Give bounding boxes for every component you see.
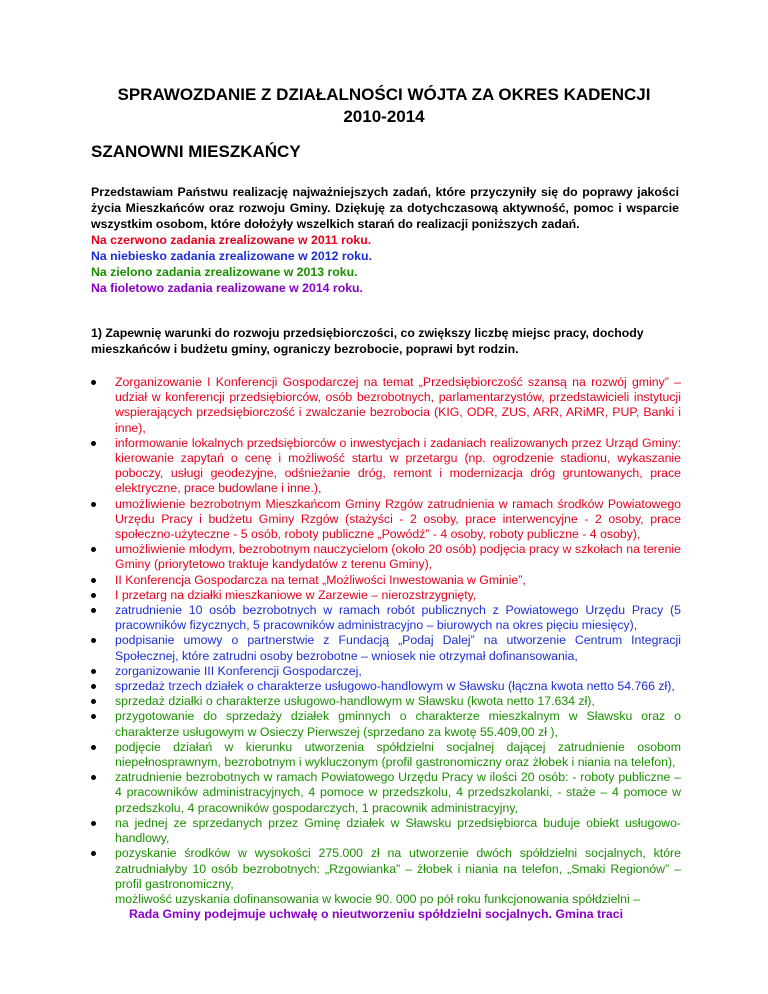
list-item — [91, 375, 681, 436]
list-item-text: II Konferencja Gospodarcza na temat „Możliwości Inwestowania w Gminie”, — [115, 572, 526, 587]
legend-2011: Na czerwono zadania zrealizowane w 2011 roku. — [91, 233, 372, 247]
list-item — [91, 588, 681, 603]
list-item — [91, 740, 681, 770]
bullet-icon — [91, 441, 96, 446]
list-item-text: zorganizowanie III Konferencji Gospodarczej, — [115, 663, 362, 678]
bullet-icon — [91, 380, 96, 385]
list-item-text: na jednej ze sprzedanych przez Gminę działek w Sławsku przedsiębiorca buduje obiekt usługowo-handlowy, — [115, 815, 681, 846]
list-item-text: sprzedaż działki o charakterze usługowo-handlowym w Sławsku (kwota netto 17.634 zł), — [115, 694, 595, 709]
list-item-text: informowanie lokalnych przedsiębiorców o inwestycjach i zadaniach realizowanych przez Urząd Gminy: kierowanie zapytań o cenę i możliwość startu w przetargu (np. ogrodzenie stadionu, wykaszanie poboczy, usługi geodezyjne, odśnieżanie dróg, remont i modernizacja dróg gruntowanych, prace elektryczne, prace budowlane i inne.), — [115, 435, 681, 496]
bullet-icon — [91, 593, 96, 598]
list-item — [91, 436, 681, 497]
greeting-heading: SZANOWNI MIESZKAŃCY — [91, 142, 301, 161]
list-item — [91, 679, 681, 694]
list-item — [91, 709, 681, 739]
tail-note-purple: Rada Gminy podejmuje uchwałę o nieutworzeniu spółdzielni socjalnych. Gmina traci — [129, 907, 624, 922]
bullet-icon — [91, 684, 96, 689]
bullet-icon — [91, 775, 96, 780]
legend-2012: Na niebiesko zadania zrealizowane w 2012 roku. — [91, 249, 372, 263]
bullet-icon — [91, 578, 96, 583]
bullet-icon — [91, 547, 96, 552]
bullet-icon — [91, 502, 96, 507]
list-item-text: Zorganizowanie I Konferencji Gospodarczej na temat „Przedsiębiorczość szansą na rozwój gminy” – udział w konferencji przedsiębiorców, osób bezrobotnych, parlamentarzystów, przedstawicieli instytucji wspierających przedsiębiorczość i zwalczanie bezrobocia (KIG, ODR, ZUS, ARR, ARiMR, PUP, Banki i inne), — [115, 375, 681, 435]
bullet-icon — [91, 821, 96, 826]
intro-paragraph: Przedstawiam Państwu realizację najważniejszych zadań, które przyczyniły się do poprawy jakości życia Mieszkańców oraz rozwoju Gminy. Dziękuję za dotychczasową aktywność, pomoc i wsparcie wszystkim osobom, które dołożyły wszelkich starań do realizacji poniższych zadań. — [91, 185, 679, 231]
task-list — [91, 375, 681, 922]
list-item-text: umożliwienie bezrobotnym Mieszkańcom Gminy Rzgów zatrudnienia w ramach środków Powiatowego Urzędu Pracy i budżetu Gminy Rzgów (stażyści - 2 osoby, prace interwencyjne - 2 osoby, prace społeczno-użyteczne - 5 osób, roboty publiczne „Powódź” - 4 osoby, roboty publiczne - 4 osoby), — [115, 496, 681, 542]
list-item-text: przygotowanie do sprzedaży działek gminnych o charakterze mieszkalnym w Sławsku oraz o charakterze usługowym w Osieczy Pierwszej (sprzedano za kwotę 55.409,00 zł ), — [115, 709, 681, 739]
title-line-1: SPRAWOZDANIE Z DZIAŁALNOŚCI WÓJTA ZA OKRES KADENCJI — [117, 85, 651, 104]
list-item-text: zatrudnienie 10 osób bezrobotnych w ramach robót publicznych z Powiatowego Urzędu Pracy (5 pracowników fizycznych, 5 pracowników administracyjno – biurowych na okres pięciu miesięcy), — [115, 603, 681, 633]
list-item-text: zatrudnienie bezrobotnych w ramach Powiatowego Urzędu Pracy w ilości 20 osób: - roboty publiczne – 4 pracowników administracyjnych, 4 pomoce w przedszkolu, 4 przedszkolanki, - staże – 4 pomoce w przedszkolu, 4 pracowników gospodarczych, 1 pracownik administracyjny, — [115, 770, 681, 815]
list-item — [91, 846, 681, 892]
list-item — [91, 573, 681, 588]
list-item-text: podjęcie działań w kierunku utworzenia spółdzielni socjalnej dającej zatrudnienie osobom niepełnosprawnym, bezrobotnym i wykluczonym (profil gastronomiczny oraz żłobek i niania na telefon), — [115, 739, 681, 770]
bullet-icon — [91, 745, 96, 750]
legend-2013: Na zielono zadania zrealizowane w 2013 roku. — [91, 265, 358, 279]
tail-note-green: możliwość uzyskania dofinansowania w kwocie 90. 000 po pół roku funkcjonowania spółdzielni – — [115, 891, 640, 906]
list-item-text: umożliwienie młodym, bezrobotnym nauczycielom (około 20 osób) podjęcia pracy w szkołach na terenie Gminy (priorytetowo traktuje kandydatów z terenu Gminy), — [115, 542, 681, 572]
list-item-text: sprzedaż trzech działek o charakterze usługowo-handlowym w Sławsku (łączna kwota netto 54.766 zł), — [115, 679, 675, 694]
bullet-icon — [91, 714, 96, 719]
list-item — [91, 694, 681, 709]
bullet-icon — [91, 669, 96, 674]
list-item — [91, 633, 681, 663]
title-line-2: 2010-2014 — [343, 107, 425, 126]
list-item — [91, 603, 681, 633]
list-item — [91, 497, 681, 543]
list-item-text: pozyskanie środków w wysokości 275.000 zł na utworzenie dwóch spółdzielni socjalnych, które zatrudniałyby 10 osób bezrobotnych: „Rzgowianka” – żłobek i niania na telefon, „Smaki Regionów” – profil gastronomiczny, — [115, 846, 681, 891]
page-title — [0, 84, 768, 128]
list-item — [91, 542, 681, 572]
list-item — [91, 816, 681, 846]
list-item-text: podpisanie umowy o partnerstwie z Fundacją „Podaj Dalej” na utworzenie Centrum Integracji Społecznej, które zatrudni osoby bezrobotne – wniosek nie otrzymał dofinansowania, — [115, 633, 681, 663]
intro-section — [91, 184, 679, 296]
list-item-text: I przetarg na działki mieszkaniowe w Zarzewie – nierozstrzygnięty, — [115, 587, 477, 602]
list-item — [91, 664, 681, 679]
bullet-icon — [91, 608, 96, 613]
bullet-icon — [91, 699, 96, 704]
legend-2014: Na fioletowo zadania realizowane w 2014 roku. — [91, 281, 363, 295]
point-1-heading: 1) Zapewnię warunki do rozwoju przedsiębiorczości, co zwiększy liczbę miejsc pracy, dochody mieszkańców i budżetu gminy, ograniczy bezrobocie, poprawi byt rodzin. — [91, 326, 644, 356]
list-item — [91, 770, 681, 816]
bullet-icon — [91, 638, 96, 643]
bullet-icon — [91, 851, 96, 856]
